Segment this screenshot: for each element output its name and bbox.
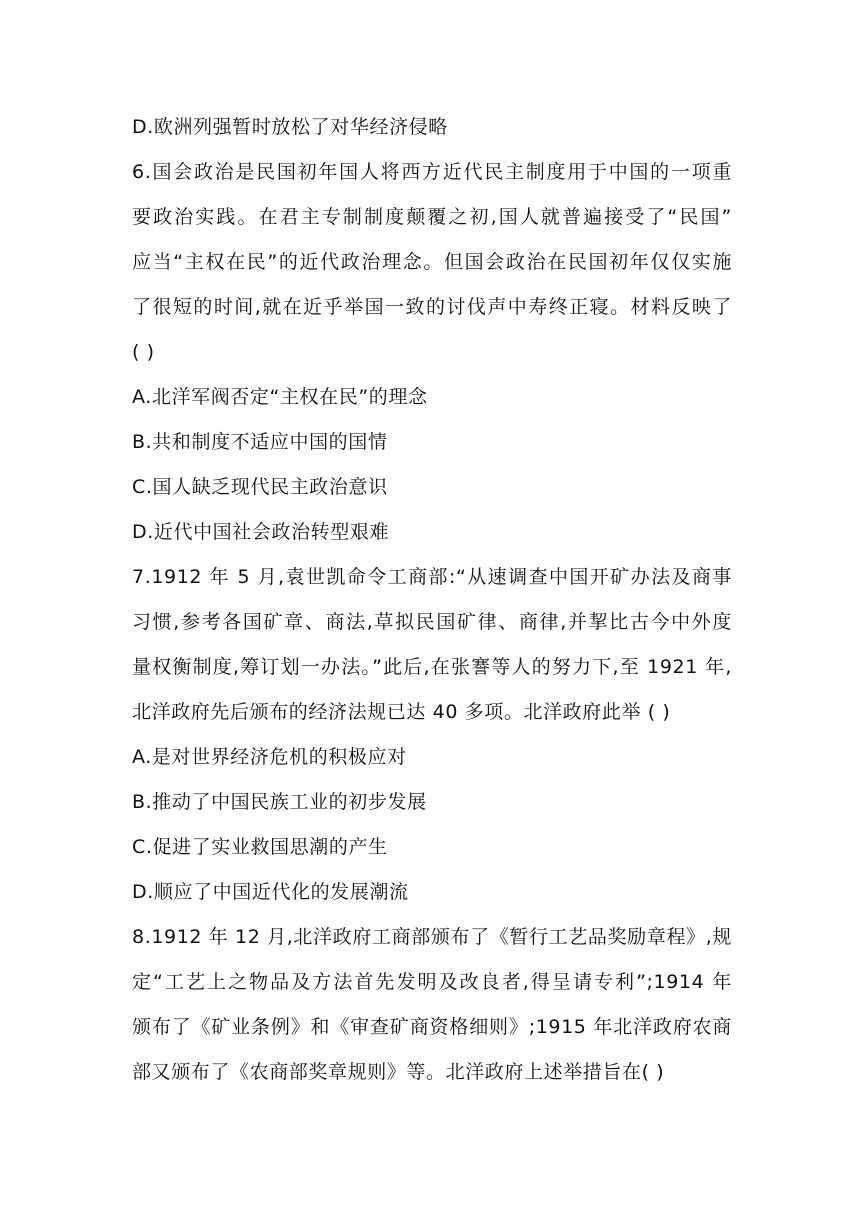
- q7-option-a: A.是对世界经济危机的积极应对: [132, 746, 407, 768]
- q7-option-d: D.顺应了中国近代化的发展潮流: [132, 881, 409, 903]
- q7-stem-line: 7.1912 年 5 月,袁世凯命令工商部:“从速调查中国开矿办法及商事: [132, 566, 732, 588]
- q6-option-c: C.国人缺乏现代民主政治意识: [132, 476, 388, 498]
- q6-stem-line: 应当“主权在民”的近代政治理念。但国会政治在民国初年仅仅实施: [132, 251, 732, 273]
- q6-answer-blank: ( ): [132, 341, 155, 363]
- q7-option-b: B.推动了中国民族工业的初步发展: [132, 791, 427, 813]
- q7-option-c: C.促进了实业救国思潮的产生: [132, 836, 388, 858]
- q5-option-d: D.欧洲列强暂时放松了对华经济侵略: [132, 116, 448, 138]
- q6-option-d: D.近代中国社会政治转型艰难: [132, 521, 390, 543]
- q7-stem-line: 北洋政府先后颁布的经济法规已达 40 多项。北洋政府此举 ( ): [132, 701, 671, 723]
- q7-stem-line: 量权衡制度,筹订划一办法。”此后,在张謇等人的努力下,至 1921 年,: [132, 656, 732, 678]
- q6-stem-line: 要政治实践。在君主专制制度颠覆之初,国人就普遍接受了“民国”: [132, 206, 732, 228]
- q8-stem-line: 8.1912 年 12 月,北洋政府工商部颁布了《暂行工艺品奖励章程》,规: [132, 926, 732, 948]
- q6-option-a: A.北洋军阀否定“主权在民”的理念: [132, 386, 428, 408]
- q7-stem-line: 习惯,参考各国矿章、商法,草拟民国矿律、商律,并挈比古今中外度: [132, 611, 732, 633]
- q6-option-b: B.共和制度不适应中国的国情: [132, 431, 388, 453]
- q8-stem-line: 颁布了《矿业条例》和《审查矿商资格细则》;1915 年北洋政府农商: [132, 1016, 732, 1038]
- q8-stem-line: 定“工艺上之物品及方法首先发明及改良者,得呈请专利”;1914 年: [132, 971, 732, 993]
- q8-stem-line: 部又颁布了《农商部奖章规则》等。北洋政府上述举措旨在( ): [132, 1061, 665, 1083]
- q6-stem-line: 了很短的时间,就在近乎举国一致的讨伐声中寿终正寝。材料反映了: [132, 296, 732, 318]
- q6-stem-line: 6.国会政治是民国初年国人将西方近代民主制度用于中国的一项重: [132, 161, 732, 183]
